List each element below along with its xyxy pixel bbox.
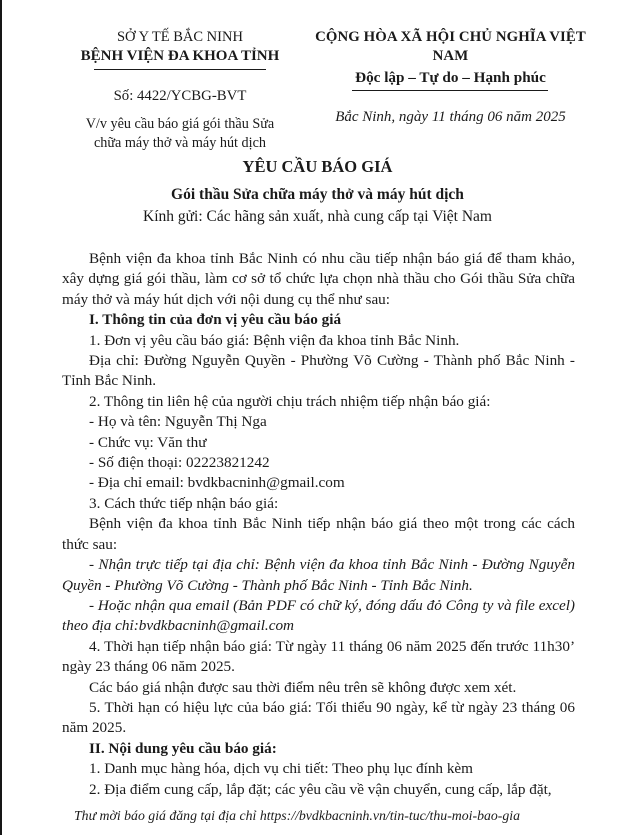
paragraph-late-note: Các báo giá nhận được sau thời điểm nêu trên sẽ không được xem xét. xyxy=(89,678,517,696)
paragraph-contact-phone: - Số điện thoại: 02223821242 xyxy=(89,454,270,472)
paragraph-unit: 1. Đơn vị yêu cầu báo giá: Bệnh viện đa khoa tỉnh Bắc Ninh. xyxy=(89,331,460,349)
paragraph-validity: 5. Thời hạn có hiệu lực của báo giá: Tối thiểu 90 ngày, kể từ ngày 23 tháng 06 năm 2025. xyxy=(62,698,575,737)
paragraph-delivery: 2. Địa điểm cung cấp, lắp đặt; các yêu cầu về vận chuyển, cung cấp, lắp đặt, xyxy=(89,780,552,798)
paragraph-address: Địa chỉ: Đường Nguyễn Quyền - Phường Võ Cường - Thành phố Bắc Ninh - Tỉnh Bắc Ninh. xyxy=(62,352,575,390)
national-motto: Độc lập – Tự do – Hạnh phúc xyxy=(355,69,546,86)
motto-underline xyxy=(352,90,548,91)
issuer-name: BỆNH VIỆN ĐA KHOA TỈNH xyxy=(80,48,280,64)
document-number: Số: 4422/YCBG-BVT xyxy=(113,88,247,104)
paragraph-method-heading: 3. Cách thức tiếp nhận báo giá: xyxy=(89,494,279,512)
section-heading-1: I. Thông tin của đơn vị yêu cầu báo giá xyxy=(89,311,342,329)
paragraph-item-list: 1. Danh mục hàng hóa, dịch vụ chi tiết: Theo phụ lục đính kèm xyxy=(89,760,473,778)
package-title: Gói thầu Sửa chữa máy thở và máy hút dịch xyxy=(171,186,464,203)
paragraph-method-direct: - Nhận trực tiếp tại địa chỉ: Bệnh viện đa khoa tỉnh Bắc Ninh - Đường Nguyễn Quyền - Phường Võ Cường - Thành phố Bắc Ninh - Tỉnh Bắc Ninh. xyxy=(62,556,575,594)
paragraph-method-email: - Hoặc nhận qua email (Bản PDF có chữ ký, đóng dấu đỏ Công ty và file excel) theo địa chỉ:bvdkbacninh@gmail.com xyxy=(62,596,575,635)
place-and-date: Bắc Ninh, ngày 11 tháng 06 năm 2025 xyxy=(335,109,566,125)
salutation: Kính gửi: Các hãng sản xuất, nhà cung cấp tại Việt Nam xyxy=(143,208,492,225)
paragraph-intro: Bệnh viện đa khoa tỉnh Bắc Ninh có nhu cầu tiếp nhận báo giá để tham khảo, xây dựng giá gói thầu, làm cơ sở tổ chức lựa chọn nhà thầu cho Gói thầu Sửa chữa máy thở và máy hút dịch với nội dung cụ thể như sau: xyxy=(62,250,575,308)
paragraph-contact-heading: 2. Thông tin liên hệ của người chịu trách nhiệm tiếp nhận báo giá: xyxy=(89,392,491,410)
document-body xyxy=(0,227,635,800)
paragraph-contact-position: - Chức vụ: Văn thư xyxy=(89,433,207,451)
document-title: YÊU CẦU BÁO GIÁ xyxy=(242,157,393,176)
document-header xyxy=(0,0,635,152)
document-subject-line2: chữa máy thở và máy hút dịch xyxy=(93,134,266,151)
document-subject-line1: V/v yêu cầu báo giá gói thầu Sửa xyxy=(85,116,275,132)
national-title: CỘNG HÒA XÃ HỘI CHỦ NGHĨA VIỆT NAM xyxy=(315,29,586,64)
national-header-block xyxy=(302,28,599,152)
issuer-parent-name: SỞ Y TẾ BẮC NINH xyxy=(116,29,243,45)
document-subject xyxy=(58,115,302,152)
paragraph-method-intro: Bệnh viện đa khoa tỉnh Bắc Ninh tiếp nhận báo giá theo một trong các cách thức sau: xyxy=(62,515,575,553)
issuer-underline xyxy=(94,69,266,70)
page-edge-shadow xyxy=(0,0,2,835)
paragraph-contact-name: - Họ và tên: Nguyễn Thị Nga xyxy=(89,413,267,431)
paragraph-deadline: 4. Thời hạn tiếp nhận báo giá: Từ ngày 11 tháng 06 năm 2025 đến trước 11h30’ ngày 23 tháng 06 năm 2025. xyxy=(62,637,575,676)
footer-note: Thư mời báo giá đăng tại địa chỉ https://bvdkbacninh.vn/tin-tuc/thu-moi-bao-gia xyxy=(74,808,520,823)
section-heading-2: II. Nội dung yêu cầu báo giá: xyxy=(89,739,277,757)
issuer-block xyxy=(58,28,302,152)
paragraph-contact-email: - Địa chỉ email: bvdkbacninh@gmail.com xyxy=(89,474,345,492)
